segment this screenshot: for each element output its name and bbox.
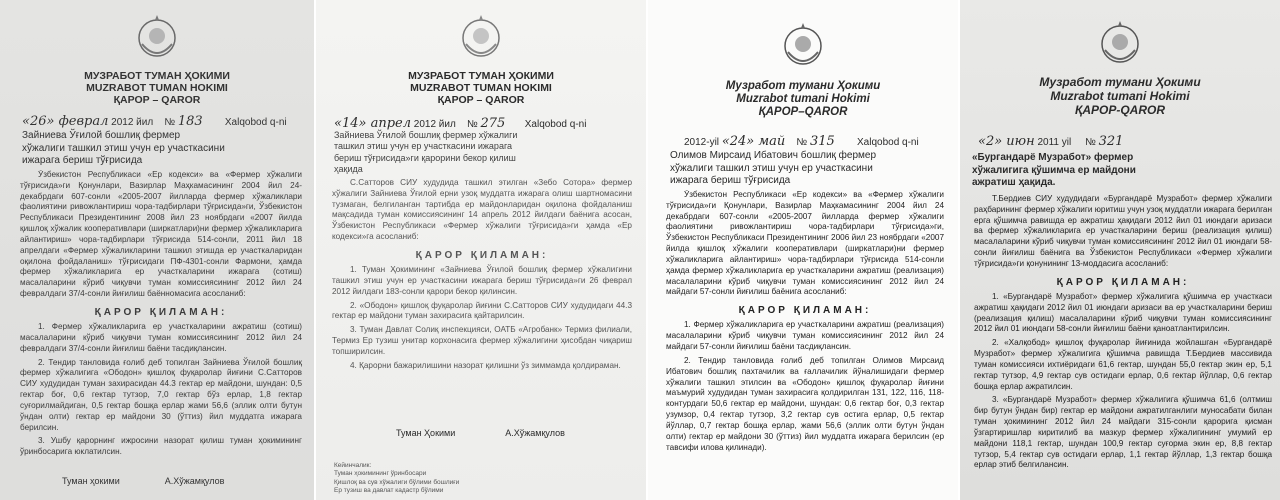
handwritten-number: 321 <box>1098 134 1124 149</box>
decree-subject: Зайниева Ўғилой бошлиқ фермер хўжалиги ташкил этиш учун ер участкасини ижарага бериш тўғрисида»ги қарорини бекор қилиш ҳақида <box>334 130 518 174</box>
decree-document-3 <box>648 0 958 500</box>
handwritten-number: 275 <box>480 116 506 131</box>
document-header: МУЗРАБОТ ТУМАН ҲОКИМИ MUZRABOT TUMAN HOKIMI ҚАРОР – QAROR <box>408 70 554 107</box>
date-line <box>978 134 1123 149</box>
state-emblem-icon <box>134 12 180 64</box>
decree-body: Т.Бердиев СИУ худудидаги «Бургандарё Музработ» фермер хўжалиги раҳбарининг фермер хўжалиги юритиш учун узоқ муддатли ижарага берилган ерга қўшимча равишда ер ажратиш ҳақидаги 2012 йил 01 июндаги аризаси ва фермер хўжаликларига ер участкаларини бериш (реализация қилиш) масалаларини кўриб чиқувчи туман комиссиясининг 2012 йил 01 июндаги 58-сонли йиғилиш баёнига ва Ўзбекистон Республикаси «Фермер хўжалиги тўғрисида»ги қонунининг 13-моддасига асосланиб: ҚАРОР ҚИЛАМАН: 1. «Бургандарё Музработ» фермер хўжалигига қўшимча ер участкаси ажратиш ҳақидаги 2012 йил 01 июндаги аризаси ва ер участкаларини бериш (реализация қилиш) масалаларини кўриб чиқувчи туман комиссиясининг 2012 йил 01 июндаги 58-сонли йиғилиш баёни қаноатлантирилсин. 2. «Халқобод» қишлоқ фуқаролар йиғинида жойлашган «Бургандарё Музработ» фермер хўжалигига қўшимча равишда Т.Бердиев массивида туман комиссияси ихтиёридаги 61,6 гектар, шундан 55,0 гектар экин ер, 5,1 гектар тутзор, 4,9 гектар сув остидаги ерлар, 0,6 гектар йўллар, 0,6 гектар бошқа ерлар ажратилсин. 3. «Бургандарё Музработ» фермер хўжалигига қўшимча 61,6 (олтмиш бир бутун ўндан бир) гектар ер майдони ажратилганлиги муносабати билан туман ҳокимининг 2012 йил 24 майдаги 315-сонли қарорига қисман ўзгартиришлар киритилиб ва мазкур фермер хўжалигининг умумий ер майдони 118,1 гектар, шундан 100,9 гектар суғорма экин ер, 8,8 гектар тутзор, 5,4 гектар сув остидаги ерлар, 1,1 гектар йўллар, 1,3 гектар бошқа ерлар этиб белгилансин. <box>974 194 1272 470</box>
decree-subject: Зайниева Ўғилой бошлиқ фермер хўжалиги ташкил этиш учун ер участкасини ижарага бериш тўғрисида <box>22 130 225 166</box>
state-emblem-icon <box>458 12 504 64</box>
place-label: Xalqobod q-ni <box>224 117 287 128</box>
year-label: 2011 yil <box>1037 137 1072 148</box>
document-header: Музработ тумани Ҳокими Muzrabot tumani Hokimi ҚАРОР–QAROR <box>725 80 881 119</box>
decree-subject: Олимов Мирсаид Ибатович бошлиқ фермер хўжалиги ташкил этиш учун ер участкасини ижарага бериш тўғрисида <box>670 150 877 186</box>
decree-subject: «Бургандарё Музработ» фермер хўжалигига қўшимча ер майдони ажратиш ҳақида. <box>972 152 1136 188</box>
handwritten-date: «2» июн <box>978 134 1035 149</box>
decree-document-2 <box>316 0 646 500</box>
date-line <box>22 114 287 129</box>
decree-body: Ўзбекистон Республикаси «Ер кодекси» ва «Фермер хўжалиги тўғрисида»ги Қонунлари, Вазирлар Маҳкамасининг 2004 йил 24 декабрдаги 607-сонли «2005-2007 йилларда фермер хўжалиги фаолиятини ривожлантириш чора-тадбирлари тўғрисида»ги, Ўзбекистон Республикаси Президентининг 2006 йил 23 ноябрдаги «2007 йилда қишлоқ хўжалиги кооперативлари (ширкатлари)ни фермер хўжаликларига айлантириш» чора-тадбирлари тўғрисида 514-сонли ҳамда фермер хўжаликларига ер участкаларини ажратиш (реализация) масалаларини кўриб чиқувчи туман комиссиясининг 2012 йил 24 майдаги 57-сонли йиғилиш баёнига асосланиб: ҚАРОР ҚИЛАМАН: 1. Фермер хўжаликларига ер участкаларини ажратиш (реализация) масалаларини кўриб чиқувчи туман комиссиясининг 2012 йил 24 майдаги 57-сонли йиғилиш баёни тасдиқлансин. 2. Тендир танловида ғолиб деб топилган Олимов Мирсаид Ибатович бошлиқ пахтачилик ва ғаллачилик йўналишидаги фермер хўжалиги ташкил этилсин ва «Ободон» қишлоқ фуқаролар йиғини маъмурий худудидан туман захирасига қолдирилган 131, 122, 116, 118-контурдаги 50,6 гектар ер майдони, шундан: 0,6 гектар боғ, 0,3 гектар узумзор, 0,4 гектар тутзор, 3,2 гектар сув остига ерлар, 0,5 гектар йўллар, 0,7 гектар бошқа ерлар, жами 56,6 (эллик олти бутун ўндан олти) гектар ер майдони 30 (ўттиз) йил муддатга ижарага берилсин (ер тавсифи илова қилинади). <box>666 190 944 452</box>
handwritten-date: «26» феврал <box>22 114 109 129</box>
date-line <box>334 116 586 131</box>
number-label: № <box>164 117 176 128</box>
document-header: Музработ тумани Ҳокими Muzrabot tumani Hokimi ҚАРОР-QAROR <box>1039 75 1201 117</box>
decree-title: ҚАРОР ҚИЛАМАН: <box>738 305 872 317</box>
year-label: 2012-yil <box>684 137 720 148</box>
decree-title: ҚАРОР ҚИЛАМАН: <box>415 249 549 261</box>
handwritten-date: «14» апрел <box>334 116 411 131</box>
decree-body: Ўзбекистон Республикаси «Ер кодекси» ва «Фермер хўжалиги тўғрисида»ги Қонунлари, Вазирлар Маҳкамасининг 2004 йил 24-декабрдаги 607-сонли «2005-2007 йилларда фермер хўжаликлари фаолиятини ривожлантириш чора-тадбирлари тўғрисида»ги, Ўзбекистон Республикаси Президентининг 2008 йил 23 ноябрдаги «2007 йилда қишлоқ хўжалик кооперативлари (ширкатлари)ни фермер хўжаликларига айлантириш» чора-тадбирлари тўғрисида 514-сонли, 2011 йил 18 апрелдаги «Фермер хўжаликларини ташкил этишда ер участкаларидан оқилона фойдаланиш» тўғрисидаги ПФ-4301-сонли Фармони, ҳамда фермер хўжаликларига ер участкаларини ижарага (сотиш) масалаларини кўриб чиқувчи туман комиссиясининг 2012 йил 24 февралдаги 37/4-сонли йиғилиш баённомасига асосланиб: ҚАРОР ҚИЛАМАН: 1. Фермер хўжаликларига ер участкаларини ажратиш (сотиш) масалаларини кўриб чиқувчи туман комиссиясининг 2012 йил 24 февралдаги 37/4-сонли йиғилиш баёни тасдиқлансин. 2. Тендир танловида ғолиб деб топилган Зайниева Ўғилой бошлиқ фермер хўжалигига «Ободон» қишлоқ фуқаролар йиғини С.Сатторов СИУ худудидан туман захирасидан 44.3 гектар ер майдони, шундан: 0,5 гектар боғ, 0,6 гектар тутзор, 7,0 гектар бўз ерлар, 1,8 гектар суғорилмайдиган, 0,5 гектар бошқа ерлар жами 56,6 (эллик олти бутун ўндан олти) гектар ер майдони 30 (ўттиз) йил муддатга ижарага берилсин. 3. Ушбу қарорнинг ижросини назорат қилиш туман ҳокимининг ўринбосарига юклатилсин. <box>20 170 302 457</box>
distribution-list: Кейинчалик: Туман ҳокимининг ўринбосари Қишлоқ ва сув хўжалиги бўлими бошлиғи Ер тузиш ва давлат кадастр бўлими <box>334 462 460 495</box>
decree-document-1 <box>0 0 314 500</box>
document-header: МУЗРАБОТ ТУМАН ҲОКИМИ MUZRABOT TUMAN HOKIMI ҚАРОР – QAROR <box>84 70 230 107</box>
signature-block: Туман Ҳокими А.Хўжамқулов <box>396 428 565 438</box>
number-label: № <box>466 119 478 130</box>
state-emblem-icon <box>780 20 826 72</box>
year-label: 2012 йил <box>413 119 456 130</box>
state-emblem-icon <box>1097 18 1143 70</box>
decree-title: ҚАРОР ҚИЛАМАН: <box>1056 276 1190 288</box>
handwritten-number: 315 <box>809 134 835 149</box>
decree-document-4 <box>960 0 1280 500</box>
decree-title: ҚАРОР ҚИЛАМАН: <box>94 306 228 318</box>
decree-body: С.Сатторов СИУ худудида ташкил этилган «Зебо Сотора» фермер хўжалиги Зайниева Ўғилой ерни узоқ муддатга ижарага олиш шартномасини тузмаган, белгиланган тартибда ер майдонларидан оқилона фойдаланиш мақсадида туман комиссиясининг 14 апрель 2012 йилдаги баёнига асосан, Ўзбекистон Республикаси «Фермер хўжалиги тўғрисида»ги ҳамда «Ер кодекси»га асосланиб: ҚАРОР ҚИЛАМАН: 1. Туман Ҳокимининг «Зайниева Ўғилой бошлиқ фермер хўжалигини ташкил этиш учун ер участкасини ижарага бериш тўғрисида»ги 26 феврал 2012 йилдаги 183-сонли қарори бекор қилинсин. 2. «Ободон» қишлоқ фуқаролар йиғини С.Сатторов СИУ худудидаги 44.3 гектар ер майдони туман захирасига қайтарилсин. 3. Туман Давлат Солиқ инспекцияси, ОАТБ «Агробанк» Термиз филиали, Термиз Ер тузиш унитар корхонасига фермер хўжалигини ҳисобдан чиқариш топширилсин. 4. Қарорни бажарилишини назорат қилишни ўз зиммамда қолдираман. <box>332 178 632 370</box>
signature-block: Туман ҳокими А.Хўжамқулов <box>62 476 225 486</box>
handwritten-number: 183 <box>177 114 203 129</box>
number-label: № <box>1085 137 1096 148</box>
place-label: Xalqobod q-ni <box>524 119 587 130</box>
place-label: Xalqobod q-ni <box>857 137 919 148</box>
handwritten-date: «24» май <box>721 134 786 149</box>
date-line <box>684 134 919 149</box>
number-label: № <box>796 137 808 148</box>
year-label: 2012 йил <box>111 117 154 128</box>
